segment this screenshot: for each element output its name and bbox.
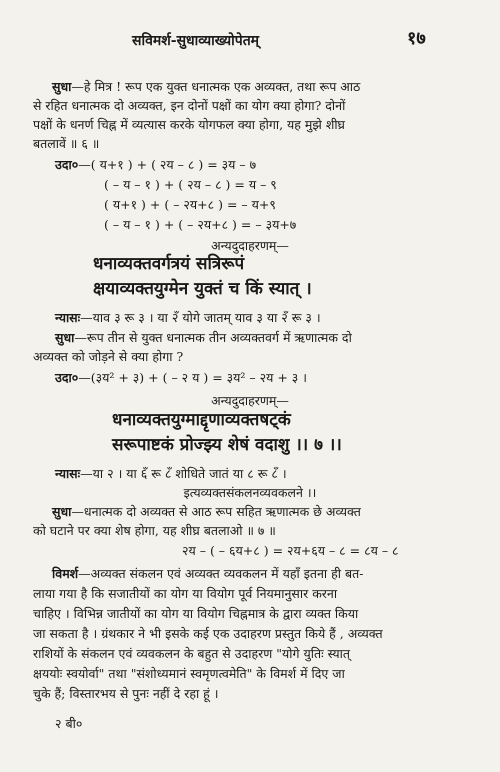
verse-2-line-1: धनाव्यक्तयुग्माद्दृणाव्यक्तषट्कं: [112, 410, 291, 430]
example-1-line-3: ( य+१ ) + ( – २य+८ ) = – य+९: [104, 197, 276, 212]
vimarsha-line-2: लाया गया है कि सजातीयों का योग या वियोग पूर्व नियमानुसार करना: [33, 586, 338, 601]
verse-1-line-1: धनाव्यक्तवर्गत्रयं सत्रिरूपं: [93, 254, 245, 274]
vimarsha-line-7: चुके हैं; विस्तारभय से पुनः नहीं दे रहा हूं ।: [33, 686, 219, 701]
example-label: उदा०: [55, 157, 79, 172]
nyasa-label: न्यासः: [55, 310, 81, 325]
vimarsha-label: विमर्श: [52, 566, 79, 581]
vimarsha-line-4: जा सकता है । ग्रंथकार ने भी इसके कई एक उदाहरण प्रस्तुत किये हैं , अव्यक्त: [33, 626, 383, 641]
sudha-paragraph-3-line-1: सुधा—धनात्मक दो अव्यक्त से आठ रूप सहित ऋणात्मक छे अव्यक्त: [52, 504, 361, 519]
example-1-line-4: ( – य – १ ) + ( – २य+८ ) = – ३य+७: [104, 217, 297, 232]
sudha-label: सुधा: [52, 79, 72, 94]
vimarsha-line-5: राशियों के संकलन एवं व्यवकलन के बहुत से उदाहरण "योगे युतिः स्यात्: [33, 646, 351, 661]
verse-2-line-2: सरूपाष्टकं प्रोज्झ्य शेषं वदाशु ।। ७ ।।: [112, 435, 342, 455]
page-header-title: सविमर्श-सुधाव्याख्योपेतम्: [132, 33, 260, 49]
sudha-paragraph-2-line-1: सुधा—रूप तीन से युक्त धनात्मक तीन अव्यक्तवर्ग में ऋणात्मक दो: [55, 330, 352, 345]
sudha-paragraph-1-line-1: सुधा—हे मित्र ! रूप एक युक्त धनात्मक एक अव्यक्त, तथा रूप आठ: [52, 79, 361, 94]
page-number: १७: [407, 28, 426, 49]
sudha-paragraph-1-line-4: बतलावें ॥ ६ ॥: [33, 136, 100, 151]
sudha-paragraph-1-line-3: पक्षों के धनर्ण चिह्न में व्यत्यास करके योगफल क्या होगा, यह मुझे शीघ्र: [33, 117, 345, 132]
nyasa-label: न्यासः: [55, 466, 81, 481]
vimarsha-line-3: चाहिए । विभिन्न जातीयों का योग या वियोग चिह्नमात्र के द्वारा व्यक्त किया: [33, 606, 359, 621]
vimarsha-line-1: विमर्श—अव्यक्त संकलन एवं अव्यक्त व्यवकलन में यहाँ इतना ही बत-: [52, 566, 364, 581]
another-example-heading-1: अन्यदुदाहरणम्—: [211, 238, 289, 253]
example-2: उदा०—(३य² + ३) + ( – २ य ) = ३य² – २य + ३ ।: [55, 370, 307, 385]
footer-signature: २ बी०: [55, 716, 83, 731]
section-end-note: इत्यव्यक्तसंकलनव्यवकलने ।।: [183, 485, 317, 500]
example-1-line-2: ( – य – १ ) + ( २य – ८ ) = य – ९: [104, 177, 277, 192]
sudha-label: सुधा: [52, 504, 72, 519]
vimarsha-line-6: क्षययोः स्वयोर्वा" तथा "संशोध्यमानं स्वमृणत्वमेति" के विमर्श में दिए जा: [33, 666, 345, 681]
verse-1-line-2: क्षयाव्यक्तयुग्मेन युक्तं च किं स्यात् ।: [93, 279, 312, 299]
sudha-paragraph-3-line-2: को घटाने पर क्या शेष होगा, यह शीघ्र बतलाओ ॥ ७ ॥: [33, 523, 276, 538]
another-example-heading-2: अन्यदुदाहरणम्—: [211, 393, 289, 408]
example-label: उदा०: [55, 370, 79, 385]
example-1-line-1: उदा०—( य+१ ) + ( २य – ८ ) = ३य – ७: [55, 157, 257, 172]
nyasa-1: न्यासः—याव ३ रू ३ । या २ँ योगे जातम् याव ३ या २ँ रू ३ ।: [55, 310, 321, 325]
equation-3: २य – ( – ६य+८ ) = २य+६य – ८ = ८य – ८: [182, 543, 399, 558]
sudha-paragraph-1-line-2: से रहित धनात्मक दो अव्यक्त, इन दोनों पक्षों का योग क्या होगा? दोनों: [33, 98, 346, 113]
sudha-paragraph-2-line-2: अव्यक्त को जोड़ने से क्या होगा ?: [33, 349, 184, 364]
nyasa-2: न्यासः—या २ । या ६ँ रू ८ँ शोधिते जातं या ८ रू ८ँ ।: [55, 466, 287, 481]
sudha-label: सुधा: [55, 330, 75, 345]
